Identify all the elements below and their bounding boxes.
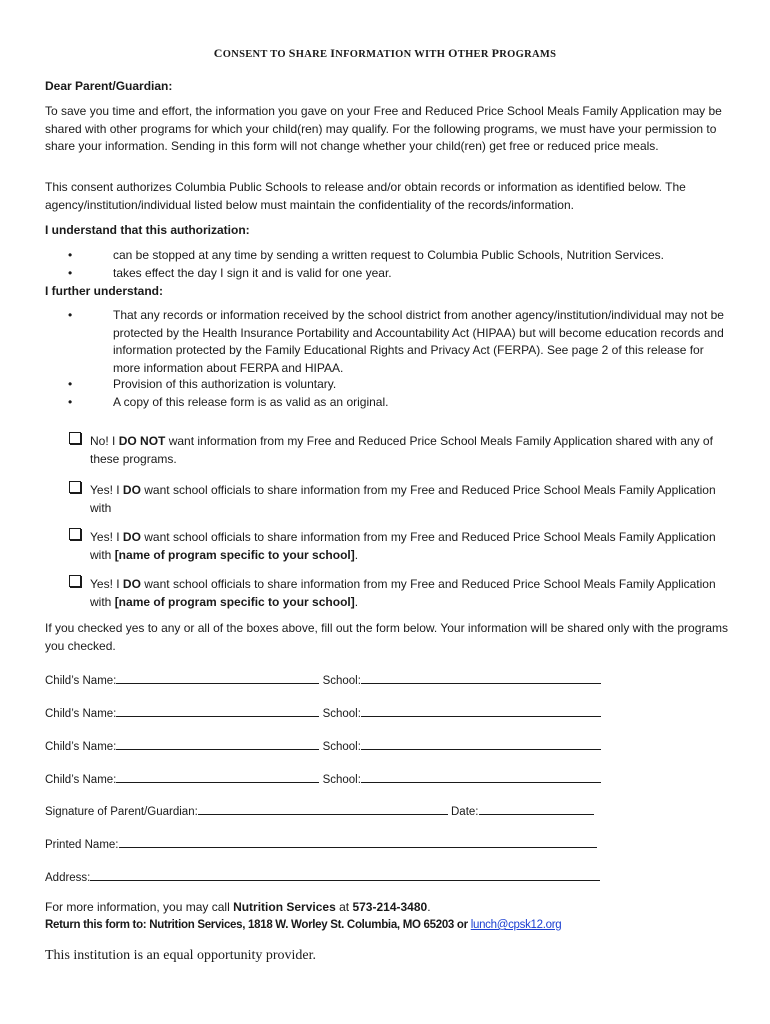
- option-yes-program-checkbox[interactable]: [69, 575, 81, 587]
- child-row: [45, 671, 601, 687]
- option-yes-program-text: Yes! I DO want school officials to share information from my Free and Reduced Price School Meals Family Application with [name of program specific to your school].: [90, 530, 716, 562]
- contact-info: For more information, you may call Nutrition Services at 573-214-3480.: [45, 900, 431, 914]
- understand-heading: I understand that this authorization:: [45, 223, 250, 237]
- school-field[interactable]: [361, 770, 601, 783]
- document-title: CONSENT TO SHARE INFORMATION WITH OTHER PROGRAMS: [213, 46, 557, 60]
- further-item: Provision of this authorization is voluntary.: [113, 377, 337, 391]
- printed-name-row: [45, 835, 597, 851]
- school-label: School:: [322, 774, 361, 786]
- child-name-field[interactable]: [116, 770, 319, 783]
- child-row: [45, 704, 601, 720]
- child-row: [45, 770, 601, 786]
- further-item: A copy of this release form is as valid as an original.: [113, 395, 389, 409]
- signature-field[interactable]: [198, 802, 448, 815]
- bullet-marker: •: [68, 266, 73, 280]
- intro-paragraph: To save you time and effort, the information you gave on your Free and Reduced Price School Meals Family Application may be shared with other programs for which your child(ren) may qualify. For the following programs, we must have your permission to share your information. Sending in this form will not change whether your child(ren) get free or reduced price meals.: [45, 104, 722, 154]
- child-row: [45, 737, 601, 753]
- date-label: Date:: [451, 806, 479, 818]
- child-name-field[interactable]: [116, 671, 319, 684]
- option-no-text: No! I DO NOT want information from my Free and Reduced Price School Meals Family Application shared with any of these programs.: [90, 434, 713, 466]
- school-field[interactable]: [361, 671, 601, 684]
- school-label: School:: [322, 708, 361, 720]
- option-yes-checkbox[interactable]: [69, 481, 81, 493]
- consent-paragraph: This consent authorizes Columbia Public Schools to release and/or obtain records or information as identified below. The agency/institution/individual listed below must maintain the confidentiality of the records/information.: [45, 180, 686, 212]
- option-yes-program-text: Yes! I DO want school officials to share information from my Free and Reduced Price School Meals Family Application with [name of program specific to your school].: [90, 577, 716, 609]
- email-link[interactable]: lunch@cpsk12.org: [470, 919, 562, 931]
- bullet-marker: •: [68, 308, 73, 322]
- printed-name-field[interactable]: [119, 835, 597, 848]
- child-name-label: Child’s Name:: [45, 741, 117, 753]
- address-field[interactable]: [90, 868, 600, 881]
- equal-opportunity-statement: This institution is an equal opportunity provider.: [45, 948, 317, 963]
- school-label: School:: [322, 675, 361, 687]
- signature-row: [45, 802, 594, 818]
- bullet-marker: •: [68, 248, 73, 262]
- child-name-label: Child’s Name:: [45, 675, 117, 687]
- child-name-field[interactable]: [116, 704, 319, 717]
- printed-name-label: Printed Name:: [45, 839, 119, 851]
- option-yes-program-checkbox[interactable]: [69, 528, 81, 540]
- address-label: Address:: [45, 872, 91, 884]
- further-heading: I further understand:: [45, 284, 164, 298]
- understand-item: takes effect the day I sign it and is valid for one year.: [113, 266, 392, 280]
- date-field[interactable]: [479, 802, 594, 815]
- child-name-label: Child’s Name:: [45, 774, 117, 786]
- signature-label: Signature of Parent/Guardian:: [45, 806, 198, 818]
- bullet-marker: •: [68, 395, 73, 409]
- form-instructions: If you checked yes to any or all of the boxes above, fill out the form below. Your information will be shared only with the programs you checked.: [45, 621, 729, 653]
- bullet-marker: •: [68, 377, 73, 391]
- child-name-field[interactable]: [116, 737, 319, 750]
- understand-item: can be stopped at any time by sending a written request to Columbia Public Schools, Nutrition Services.: [113, 248, 664, 262]
- school-label: School:: [322, 741, 361, 753]
- school-field[interactable]: [361, 737, 601, 750]
- school-field[interactable]: [361, 704, 601, 717]
- address-row: [45, 868, 600, 884]
- greeting: Dear Parent/Guardian:: [45, 79, 173, 93]
- further-item: That any records or information received by the school district from another agency/institution/individual may not be protected by the Health Insurance Portability and Accountability Act (HIPAA) but will become education records and information protected by the Family Educational Rights and Privacy Act (FERPA). See page 2 of this release for more information about FERPA and HIPAA.: [113, 308, 724, 376]
- option-no-checkbox[interactable]: [69, 432, 81, 444]
- child-name-label: Child’s Name:: [45, 708, 117, 720]
- return-instructions: Return this form to: Nutrition Services, 1818 W. Worley St. Columbia, MO 65203 or lunch@cpsk12.org: [45, 919, 562, 931]
- option-yes-text: Yes! I DO want school officials to share information from my Free and Reduced Price School Meals Family Application with: [90, 483, 716, 515]
